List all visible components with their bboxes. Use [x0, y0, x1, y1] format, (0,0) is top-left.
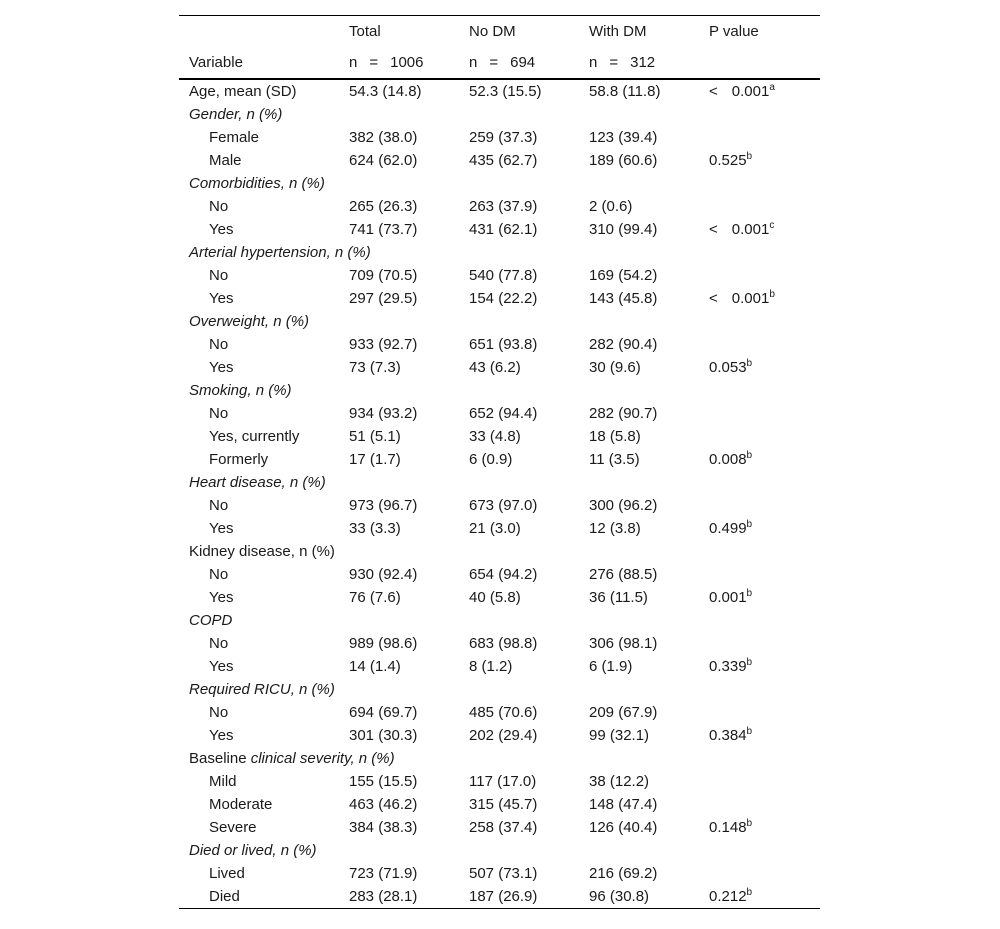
cell-no-dm: 431 (62.1)	[469, 221, 538, 238]
row-sublabel: Yes	[209, 520, 234, 537]
variable-label-italic: Arterial hypertension, n (%)	[189, 244, 371, 261]
table-row	[179, 701, 820, 724]
cell-with-dm: 30 (9.6)	[589, 359, 641, 376]
table-body	[179, 79, 820, 909]
cell-no-dm	[459, 747, 579, 770]
cell-total: 723 (71.9)	[349, 865, 418, 882]
table-row	[179, 79, 820, 103]
row-sublabel: No	[209, 405, 229, 422]
cell-total	[339, 678, 459, 701]
table-row	[179, 816, 820, 839]
row-variable-label	[179, 103, 339, 126]
cell-with-dm	[579, 241, 699, 264]
cell-total: 709 (70.5)	[349, 267, 418, 284]
table-row	[179, 517, 820, 540]
cell-no-dm: 540 (77.8)	[469, 267, 538, 284]
table-row	[179, 333, 820, 356]
cell-p-value	[699, 563, 820, 586]
table-row	[179, 586, 820, 609]
cell-total: 463 (46.2)	[349, 796, 418, 813]
row-sublabel: Yes	[209, 589, 234, 606]
cell-p-value	[699, 494, 820, 517]
cell-with-dm: 300 (96.2)	[589, 497, 658, 514]
cell-total: 382 (38.0)	[349, 129, 418, 146]
cell-total	[339, 379, 459, 402]
row-sublabel: Yes	[209, 290, 234, 307]
cell-total: 973 (96.7)	[349, 497, 418, 514]
cell-total: 934 (93.2)	[349, 405, 418, 422]
cell-p-value	[699, 195, 820, 218]
cell-no-dm: 40 (5.8)	[469, 589, 521, 606]
cell-total	[339, 471, 459, 494]
header-row-groups	[179, 16, 820, 48]
cell-total: 624 (62.0)	[349, 152, 418, 169]
header-count-with-dm: n = 312	[579, 47, 699, 79]
cell-no-dm: 117 (17.0)	[469, 773, 537, 790]
cell-no-dm	[459, 540, 579, 563]
cell-total	[339, 839, 459, 862]
table-row	[179, 126, 820, 149]
cell-total	[339, 609, 459, 632]
cell-with-dm: 189 (60.6)	[589, 152, 658, 169]
cell-no-dm: 315 (45.7)	[469, 796, 538, 813]
row-sublabel: Died	[179, 885, 339, 909]
row-sublabel: Yes	[209, 221, 234, 238]
cell-p-value	[699, 632, 820, 655]
p-value-footnote: b	[746, 151, 753, 162]
row-variable-label	[179, 839, 339, 862]
cell-no-dm: 259 (37.3)	[469, 129, 538, 146]
p-value-footnote: b	[746, 450, 753, 461]
cell-total: 14 (1.4)	[349, 658, 401, 675]
cell-p-value	[699, 517, 820, 540]
table-row	[179, 793, 820, 816]
cell-p-value	[699, 356, 820, 379]
row-variable-label	[179, 241, 371, 264]
cell-p-value	[699, 655, 820, 678]
cell-no-dm	[459, 172, 579, 195]
p-value-footnote: b	[769, 289, 775, 300]
header-p-value: P value	[699, 16, 820, 48]
cell-p-value	[699, 793, 820, 816]
cell-p-value	[699, 701, 820, 724]
variable-label-text: Age, mean (SD)	[189, 83, 297, 100]
cell-p-value	[699, 172, 820, 195]
cell-p-value	[699, 287, 820, 310]
cell-no-dm: 485 (70.6)	[469, 704, 538, 721]
variable-label-italic: Comorbidities, n (%)	[189, 175, 325, 192]
cell-with-dm: 169 (54.2)	[589, 267, 658, 284]
variable-label-italic: Died or lived, n (%)	[189, 842, 317, 859]
data-table	[179, 15, 820, 909]
variable-label-italic: COPD	[189, 612, 233, 629]
p-value-number: 0.525	[709, 152, 747, 169]
table-row	[179, 655, 820, 678]
cell-total	[339, 540, 459, 563]
row-sublabel: Yes, currently	[209, 428, 300, 445]
header-count-total: n = 1006	[339, 47, 459, 79]
row-sublabel: No	[209, 635, 229, 652]
p-value-number: 0.001	[731, 290, 770, 307]
cell-total: 989 (98.6)	[349, 635, 418, 652]
cell-total: 933 (92.7)	[349, 336, 418, 353]
header-variable: Variable	[179, 47, 339, 79]
cell-with-dm	[579, 609, 699, 632]
cell-total	[339, 172, 459, 195]
cell-p-value	[699, 678, 820, 701]
cell-p-value	[699, 586, 820, 609]
cell-no-dm: 187 (26.9)	[459, 885, 579, 909]
cell-p-value	[699, 379, 820, 402]
table-row	[179, 885, 820, 909]
cell-no-dm: 43 (6.2)	[469, 359, 521, 376]
row-variable-label	[179, 678, 339, 701]
header-with-dm: With DM	[579, 16, 699, 48]
row-sublabel: No	[209, 566, 229, 583]
cell-total: 155 (15.5)	[349, 773, 418, 790]
row-variable-label	[179, 310, 339, 333]
table-row	[179, 609, 820, 632]
cell-p-value	[699, 609, 820, 632]
table-row	[179, 494, 820, 517]
cell-p-value	[699, 264, 820, 287]
p-less-than: <	[709, 221, 718, 238]
table-row	[179, 471, 820, 494]
cell-with-dm: 11 (3.5)	[589, 451, 640, 468]
table-header	[179, 16, 820, 80]
cell-p-value	[699, 103, 820, 126]
variable-label-text: Baseline	[189, 750, 251, 767]
p-value-number: 0.001	[731, 221, 770, 238]
cell-with-dm: 6 (1.9)	[589, 658, 633, 675]
table-row	[179, 103, 820, 126]
cell-with-dm: 276 (88.5)	[589, 566, 658, 583]
cell-no-dm	[459, 379, 579, 402]
cell-total: 54.3 (14.8)	[349, 83, 422, 100]
cell-total: 17 (1.7)	[349, 451, 401, 468]
table-row	[179, 402, 820, 425]
cell-no-dm	[459, 103, 579, 126]
cell-with-dm: 282 (90.7)	[589, 405, 658, 422]
p-less-than: <	[709, 290, 718, 307]
header-count-empty	[699, 47, 820, 79]
variable-label-italic: Required RICU, n (%)	[189, 681, 335, 698]
table-row	[179, 379, 820, 402]
cell-no-dm: 507 (73.1)	[469, 865, 538, 882]
p-value-footnote: b	[746, 818, 753, 829]
cell-with-dm	[579, 471, 699, 494]
row-sublabel: No	[209, 267, 229, 284]
table-row	[179, 172, 820, 195]
cell-no-dm	[459, 310, 579, 333]
variable-label-italic: clinical severity, n (%)	[250, 750, 395, 767]
table-row	[179, 563, 820, 586]
row-sublabel: Mild	[209, 773, 237, 790]
table-row	[179, 747, 820, 770]
header-total: Total	[339, 16, 459, 48]
cell-no-dm	[459, 678, 579, 701]
cell-no-dm: 651 (93.8)	[469, 336, 538, 353]
p-value-number: 0.148	[709, 819, 747, 836]
p-value-number: 0.001	[709, 589, 747, 606]
row-sublabel: Yes	[209, 658, 234, 675]
cell-with-dm: 282 (90.4)	[589, 336, 658, 353]
row-sublabel: Severe	[209, 819, 257, 836]
p-value-number: 0.008	[709, 451, 747, 468]
cell-p-value	[699, 126, 820, 149]
p-value-footnote: b	[746, 887, 753, 898]
p-value-footnote: b	[746, 519, 753, 530]
cell-total: 265 (26.3)	[349, 198, 418, 215]
p-value-footnote: c	[769, 220, 775, 231]
cell-with-dm: 310 (99.4)	[589, 221, 658, 238]
table-row	[179, 241, 820, 264]
cell-p-value	[699, 218, 820, 241]
table-row	[179, 287, 820, 310]
variable-label-text: Kidney disease, n (%)	[189, 543, 335, 560]
row-sublabel: Female	[209, 129, 260, 146]
cell-no-dm	[459, 471, 579, 494]
cell-p-value	[699, 862, 820, 885]
cell-no-dm: 652 (94.4)	[469, 405, 538, 422]
cell-p-value	[699, 79, 820, 103]
cell-with-dm	[579, 747, 699, 770]
cell-total: 73 (7.3)	[349, 359, 401, 376]
row-sublabel: Yes	[209, 727, 234, 744]
cell-no-dm: 654 (94.2)	[469, 566, 538, 583]
cell-with-dm	[579, 379, 699, 402]
cell-no-dm: 683 (98.8)	[469, 635, 538, 652]
cell-with-dm	[579, 540, 699, 563]
row-variable-label	[179, 379, 339, 402]
cell-with-dm	[579, 103, 699, 126]
row-sublabel: No	[209, 198, 229, 215]
cell-with-dm: 2 (0.6)	[589, 198, 633, 215]
cell-total	[339, 310, 459, 333]
row-variable-label	[179, 79, 339, 103]
cell-with-dm: 148 (47.4)	[589, 796, 658, 813]
header-count-no-dm: n = 694	[459, 47, 579, 79]
table-row	[179, 540, 820, 563]
cell-total: 301 (30.3)	[349, 727, 418, 744]
cell-p-value	[699, 425, 820, 448]
cell-no-dm: 435 (62.7)	[469, 152, 538, 169]
cell-p-value	[699, 885, 820, 909]
p-value-number: 0.384	[709, 727, 747, 744]
cell-p-value	[699, 448, 820, 471]
row-variable-label	[179, 471, 339, 494]
cell-p-value	[699, 471, 820, 494]
table-row	[179, 195, 820, 218]
p-value-footnote: b	[746, 588, 753, 599]
table-row	[179, 218, 820, 241]
cell-total: 930 (92.4)	[349, 566, 418, 583]
variable-label-italic: Smoking, n (%)	[189, 382, 292, 399]
cell-with-dm: 12 (3.8)	[589, 520, 641, 537]
cell-p-value	[699, 747, 820, 770]
cell-total: 694 (69.7)	[349, 704, 418, 721]
header-no-dm: No DM	[459, 16, 579, 48]
row-sublabel: Male	[209, 152, 242, 169]
row-sublabel: Lived	[209, 865, 245, 882]
cell-with-dm	[579, 172, 699, 195]
cell-with-dm: 96 (30.8)	[579, 885, 699, 909]
cell-p-value	[699, 149, 820, 172]
table-row	[179, 862, 820, 885]
table-row	[179, 448, 820, 471]
cell-with-dm	[579, 310, 699, 333]
cell-no-dm: 202 (29.4)	[469, 727, 538, 744]
cell-p-value	[699, 540, 820, 563]
row-variable-label	[179, 609, 339, 632]
row-sublabel: Moderate	[209, 796, 273, 813]
row-sublabel: No	[209, 497, 229, 514]
cell-p-value	[699, 770, 820, 793]
cell-with-dm: 216 (69.2)	[589, 865, 658, 882]
row-variable-label	[179, 747, 395, 770]
row-sublabel: No	[209, 704, 229, 721]
p-value-number: 0.212	[709, 888, 747, 905]
cell-with-dm: 209 (67.9)	[589, 704, 658, 721]
table-row	[179, 678, 820, 701]
cell-no-dm: 33 (4.8)	[469, 428, 521, 445]
p-value-footnote: b	[746, 657, 753, 668]
cell-total: 51 (5.1)	[349, 428, 401, 445]
cell-p-value	[699, 724, 820, 747]
variable-label-italic: Heart disease, n (%)	[189, 474, 326, 491]
cell-with-dm: 38 (12.2)	[589, 773, 650, 790]
cell-with-dm: 18 (5.8)	[589, 428, 641, 445]
table-row	[179, 425, 820, 448]
cell-with-dm: 123 (39.4)	[589, 129, 658, 146]
p-value-number: 0.001	[731, 83, 770, 100]
cell-p-value	[699, 402, 820, 425]
cell-total: 33 (3.3)	[349, 520, 401, 537]
cell-total: 76 (7.6)	[349, 589, 401, 606]
cell-with-dm: 306 (98.1)	[589, 635, 658, 652]
row-variable-label	[179, 540, 339, 563]
cell-total: 297 (29.5)	[349, 290, 418, 307]
cell-p-value	[699, 839, 820, 862]
cell-total	[339, 103, 459, 126]
cell-no-dm: 258 (37.4)	[469, 819, 538, 836]
cell-no-dm: 52.3 (15.5)	[469, 83, 542, 100]
cell-total: 741 (73.7)	[349, 221, 418, 238]
cell-p-value	[699, 816, 820, 839]
p-less-than: <	[709, 83, 718, 100]
cell-p-value	[699, 333, 820, 356]
p-value-number: 0.053	[709, 359, 747, 376]
p-value-number: 0.339	[709, 658, 747, 675]
cell-p-value	[699, 310, 820, 333]
cell-no-dm: 21 (3.0)	[469, 520, 521, 537]
cell-with-dm: 99 (32.1)	[589, 727, 650, 744]
cell-p-value	[699, 241, 820, 264]
table-row	[179, 310, 820, 333]
cell-no-dm	[459, 839, 579, 862]
table-row	[179, 356, 820, 379]
cell-total: 384 (38.3)	[349, 819, 418, 836]
cell-with-dm: 36 (11.5)	[589, 589, 648, 606]
row-sublabel: Formerly	[209, 451, 269, 468]
cell-no-dm: 6 (0.9)	[469, 451, 513, 468]
table-row	[179, 149, 820, 172]
cell-no-dm	[459, 609, 579, 632]
table-row	[179, 839, 820, 862]
cell-no-dm: 154 (22.2)	[469, 290, 538, 307]
cell-total: 283 (28.1)	[339, 885, 459, 909]
header-row-counts	[179, 47, 820, 79]
cell-with-dm	[579, 678, 699, 701]
p-value-number: 0.499	[709, 520, 747, 537]
cell-with-dm	[579, 839, 699, 862]
row-sublabel: No	[209, 336, 229, 353]
row-variable-label	[179, 172, 339, 195]
table-row	[179, 724, 820, 747]
p-value-footnote: b	[746, 358, 753, 369]
cell-with-dm: 58.8 (11.8)	[589, 83, 661, 100]
variable-label-italic: Overweight, n (%)	[189, 313, 310, 330]
cell-no-dm: 263 (37.9)	[469, 198, 538, 215]
table-row	[179, 264, 820, 287]
cell-with-dm: 126 (40.4)	[589, 819, 658, 836]
cell-no-dm: 8 (1.2)	[469, 658, 513, 675]
variable-label-italic: Gender, n (%)	[189, 106, 283, 123]
cell-no-dm	[459, 241, 579, 264]
p-value-footnote: a	[769, 82, 775, 93]
p-value-footnote: b	[746, 726, 753, 737]
cell-no-dm: 673 (97.0)	[469, 497, 538, 514]
table-row	[179, 632, 820, 655]
header-empty	[179, 16, 339, 48]
row-sublabel: Yes	[209, 359, 234, 376]
table-row	[179, 770, 820, 793]
cell-with-dm: 143 (45.8)	[589, 290, 658, 307]
